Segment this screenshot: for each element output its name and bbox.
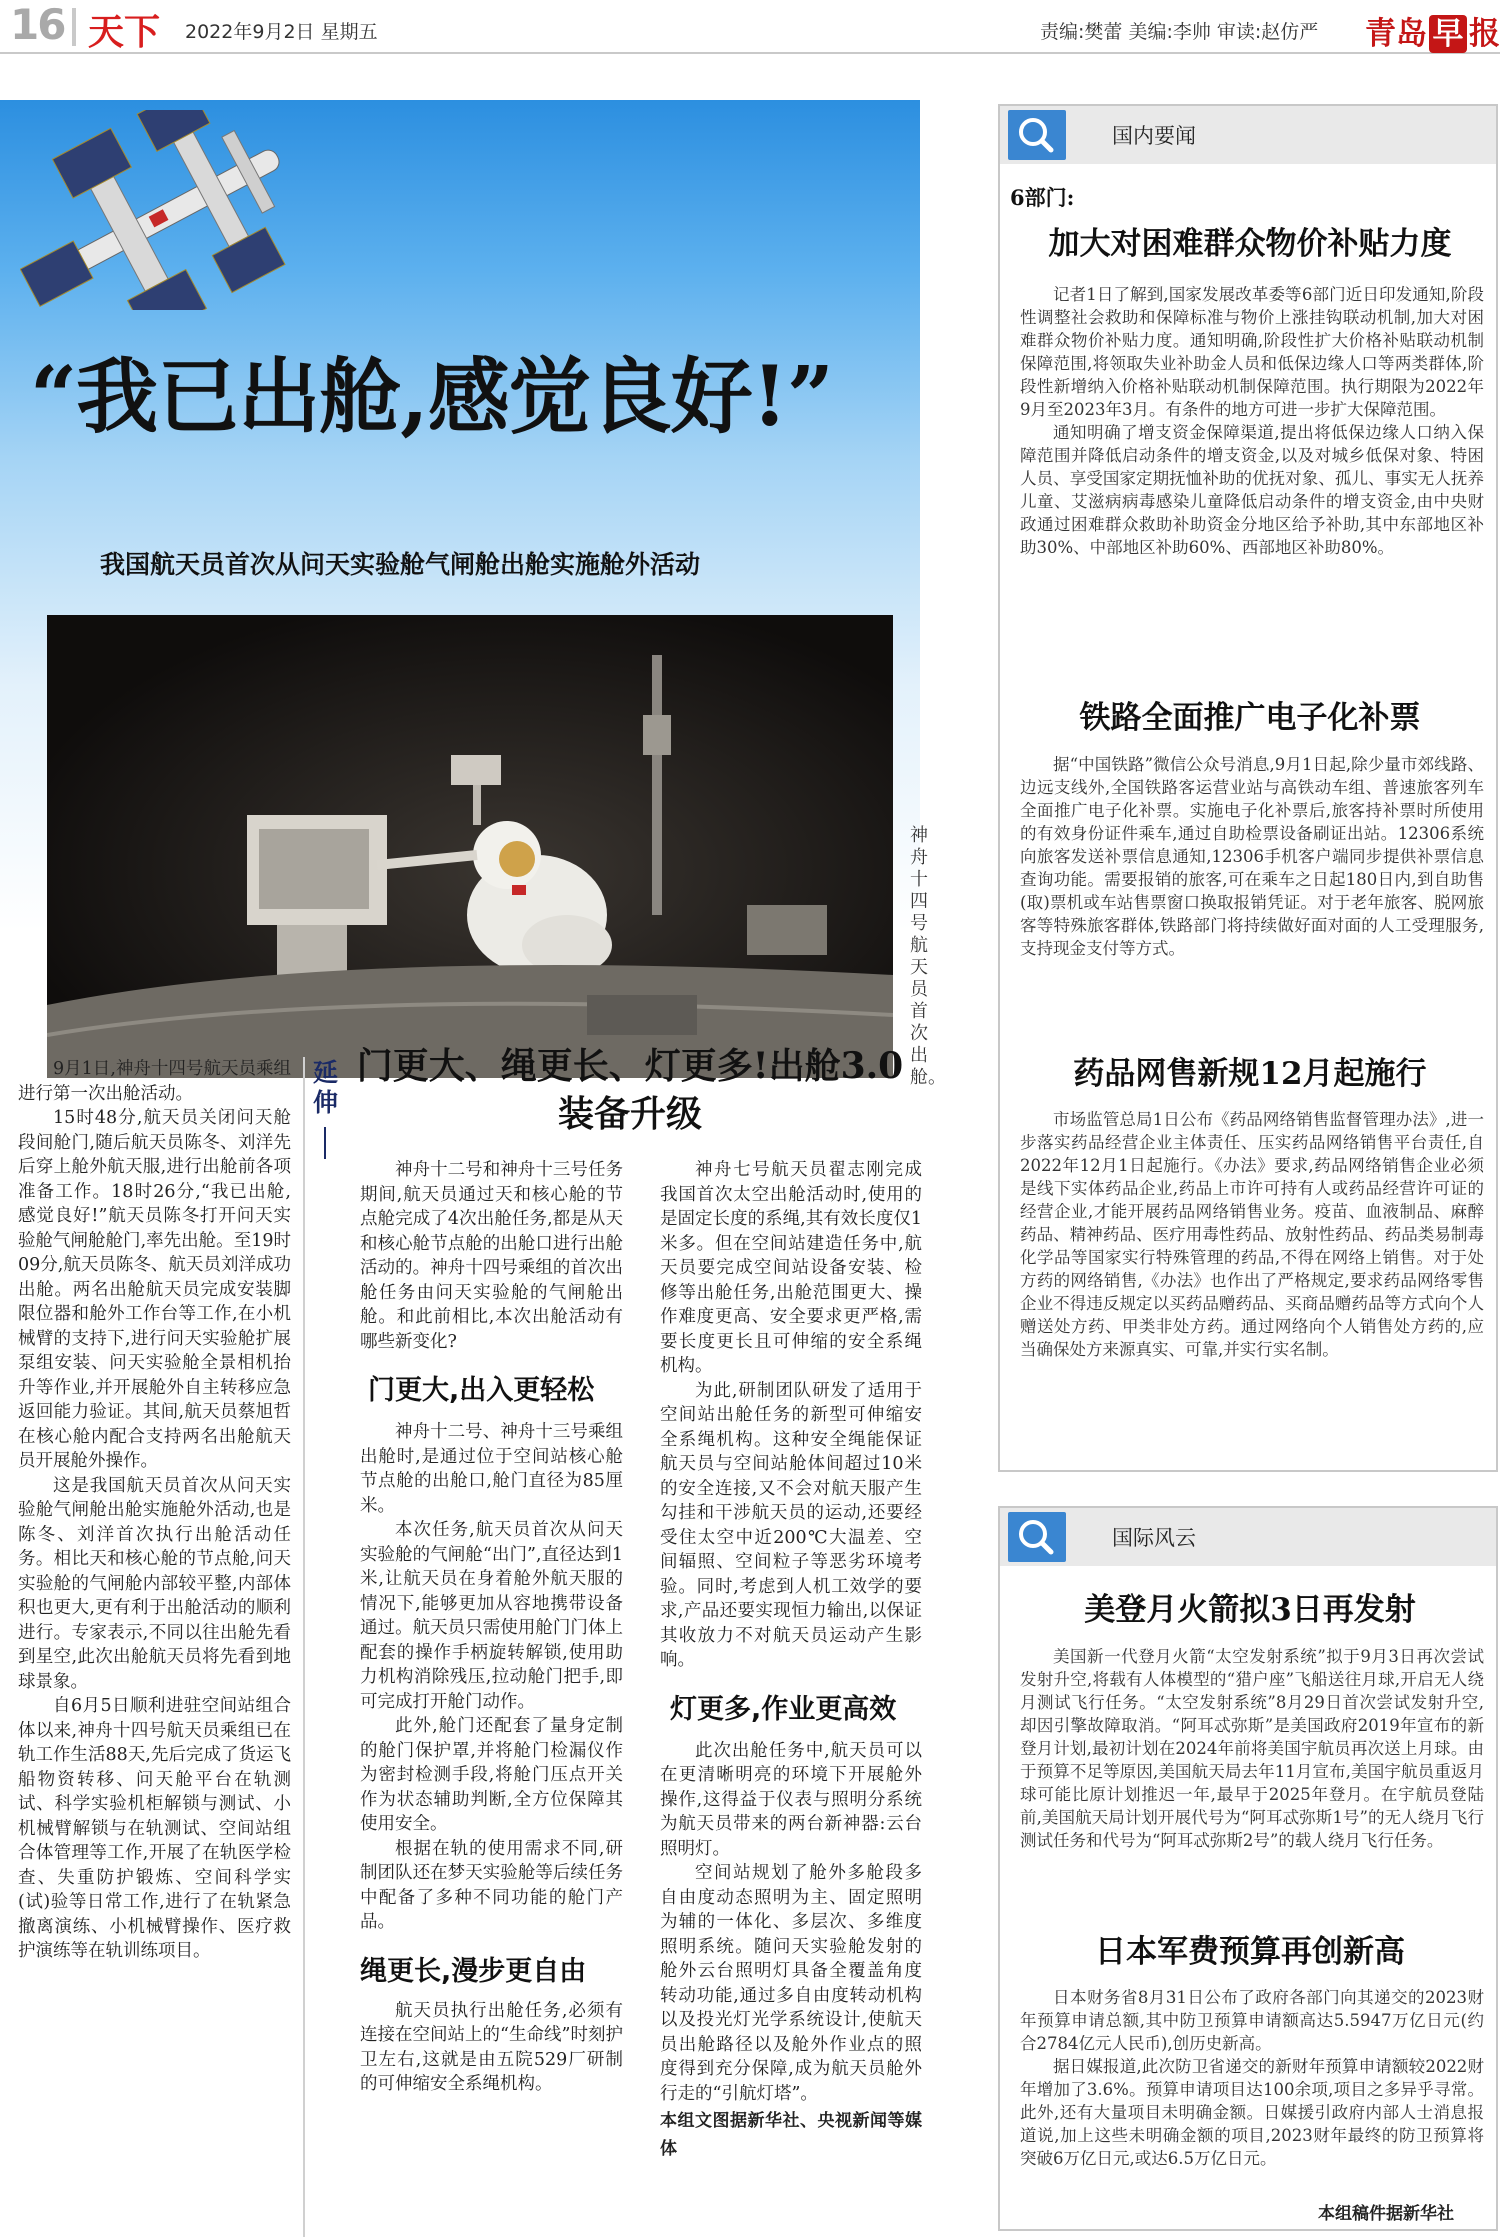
domestic-kicker: 6部门: bbox=[1010, 185, 1075, 210]
extension-tag-rule bbox=[324, 1127, 326, 1159]
extension-paragraph: 本次任务,航天员首次从问天实验舱的气闸舱“出门”,直径达到1米,让航天员在身着舱外航天服的情况下,能够更加从容地携带设备通过。航天员只需使用舱门门体上配套的操作手柄旋转解锁,使用助力机构消除残压,拉动舱门把手,即可完成打开舱门动作。 bbox=[360, 1520, 623, 1712]
headline: “我已出舱,感觉良好!” bbox=[30, 349, 833, 445]
international-box-header bbox=[1000, 1508, 1496, 1566]
news-paragraph: 美国新一代登月火箭“太空发射系统”拟于9月3日再次尝试发射升空,将载有人体模型的“猎户座”飞船送往月球,开启无人绕月测试飞行任务。“太空发射系统”8月29日首次尝试发射升空,却因引擎故障取消。“阿耳忒弥斯”是美国政府2019年宣布的新登月计划,最初计划在2024年前将美国宇航员再次送上月球。由于预算不足等原因,美国航天局去年11月宣布,美国宇航员重返月球可能比原计划推迟一年,最早于2025年登月。在宇航员登陆前,美国航天局计划开展代号为“阿耳忒弥斯1号”的无人绕月飞行测试任务和代号为“阿耳忒弥斯2号”的载人绕月飞行任务。 bbox=[1020, 1647, 1484, 1850]
logo-text-right: 报 bbox=[1469, 16, 1500, 52]
extension-paragraph: 为此,研制团队研发了适用于空间站出舱任务的新型可伸缩安全系绳机构。这种安全绳能保证航天员与空间站舱体间超过10米的安全连接,又不会对航天服产生勾挂和干涉航天员的运动,还要经受住太空中近200℃大温差、空间辐照、空间粒子等恶劣环境考验。同时,考虑到人机工效学的要求,产品还要实现恒力输出,以保证其收放力不对航天员运动产生影响。 bbox=[660, 1380, 922, 1670]
header-divider bbox=[72, 8, 76, 46]
extension-paragraph: 此次出舱任务中,航天员可以在更清晰明亮的环境下开展舱外操作,这得益于仪表与照明分系统为航天员带来的两台新神器:云台照明灯。 bbox=[660, 1740, 922, 1859]
domestic-item-title: 药品网售新规12月起施行 bbox=[1073, 1056, 1427, 1092]
logo-text-left: 青岛 bbox=[1365, 16, 1427, 52]
international-box-label: 国际风云 bbox=[1112, 1526, 1196, 1550]
international-credit: 本组稿件据新华社 bbox=[1318, 2204, 1454, 2224]
subhead-slot bbox=[660, 1673, 922, 1739]
subhead-slot bbox=[360, 1935, 623, 1999]
news-paragraph: 记者1日了解到,国家发展改革委等6部门近日印发通知,阶段性调整社会救助和保障标准与物价上涨挂钩联动机制,加大对困难群众物价补贴力度。通知明确,阶段性扩大价格补贴联动机制保障范围,将领取失业补助金人员和低保边缘人口等两类群体,阶段性新增纳入价格补贴联动机制保障范围。执行期限为2022年9月至2023年3月。有条件的地方可进一步扩大保障范围。 bbox=[1020, 285, 1484, 419]
international-item-body bbox=[1020, 1986, 1484, 2170]
domestic-item-body bbox=[1020, 1108, 1484, 1361]
domestic-box-label: 国内要闻 bbox=[1112, 124, 1196, 148]
subheadline: 我国航天员首次从问天实验舱气闸舱出舱实施舱外活动 bbox=[100, 550, 701, 579]
international-item-title: 美登月火箭拟3日再发射 bbox=[1084, 1592, 1416, 1628]
main-paragraph: 9月1日,神舟十四号航天员乘组进行第一次出舱活动。 bbox=[18, 1059, 291, 1104]
news-paragraph: 市场监管总局1日公布《药品网络销售监督管理办法》,进一步落实药品经营企业主体责任、压实药品网络销售平台责任,自2022年12月1日起施行。《办法》要求,药品网络销售企业必须是线下实体药品企业,药品上市许可持有人或药品经营许可证的经营企业,才能开展药品网络销售业务。疫苗、血液制品、麻醉药品、精神药品、医疗用毒性药品、放射性药品、药品类易制毒化学品等国家实行特殊管理的药品,不得在网络上销售。对于处方药的网络销售,《办法》也作出了严格规定,要求药品网络零售企业不得违反规定以买药品赠药品、买商品赠药品等方式向个人赠送处方药、甲类非处方药。通过网络向个人销售处方药的,应当确保处方来源真实、可靠,并实行实名制。 bbox=[1020, 1110, 1484, 1359]
international-item-title: 日本军费预算再创新高 bbox=[1095, 1934, 1405, 1970]
extension-paragraph: 空间站规划了舱外多舱段多自由度动态照明为主、固定照明为辅的一体化、多层次、多维度照明系统。随问天实验舱发射的舱外云台照明灯具备全覆盖角度转动功能,通过多自由度转动机构以及投光灯光学系统设计,使航天员出舱路径以及舱外作业点的照度得到充分保障,成为航天员舱外行走的“引航灯塔”。 bbox=[660, 1863, 922, 2104]
extension-paragraph: 根据在轨的使用需求不同,研制团队还在梦天实验舱等后续任务中配备了多种不同功能的舱门产品。 bbox=[360, 1838, 623, 1932]
extension-col-1 bbox=[360, 1158, 623, 2097]
domestic-item-body bbox=[1020, 753, 1484, 960]
extension-col-2 bbox=[660, 1158, 922, 2161]
editor-credits: 责编:樊蕾 美编:李帅 审读:赵仿严 bbox=[1040, 21, 1319, 43]
domestic-item-body bbox=[1020, 283, 1484, 559]
main-paragraph: 15时48分,航天员关闭问天舱段间舱门,随后航天员陈冬、刘洋先后穿上舱外航天服,进行出舱前各项准备工作。18时26分,“我已出舱,感觉良好!”航天员陈冬打开问天实验舱气闸舱舱门,率先出舱。至19时09分,航天员陈冬、航天员刘洋成功出舱。两名出舱航天员完成安装脚限位器和舱外工作台等工作,在小机械臂的支持下,进行问天实验舱扩展泵组安装、问天实验舱全景相机抬升等作业,并开展舱外自主转移应急返回能力验证。其间,航天员蔡旭哲在核心舱内配合支持两名出舱航天员开展舱外操作。 bbox=[18, 1108, 291, 1471]
subhead-slot bbox=[360, 1354, 623, 1420]
photo-caption: 神舟十四号航天员首次出舱。 bbox=[910, 825, 946, 1088]
international-item-body bbox=[1020, 1645, 1484, 1852]
column-divider bbox=[303, 1057, 305, 2237]
search-icon bbox=[1008, 1512, 1066, 1562]
logo-text-mid: 早 bbox=[1429, 15, 1467, 53]
extension-paragraph: 神舟十二号、神舟十三号乘组出舱时,是通过位于空间站核心舱节点舱的出舱口,舱门直径为85厘米。 bbox=[360, 1422, 623, 1516]
main-story bbox=[18, 1057, 291, 1964]
extension-paragraph: 神舟七号航天员翟志刚完成我国首次太空出舱活动时,使用的是固定长度的系绳,其有效长度仅1米多。但在空间站建造任务中,航天员要完成空间站设备安装、检修等出舱任务,出舱范围更大、操作难度更高、安全要求更严格,需要长度更长且可伸缩的安全系绳机构。 bbox=[660, 1160, 922, 1376]
subhead-door: 门更大,出入更轻松 bbox=[368, 1375, 595, 1406]
extension-paragraph: 此外,舱门还配套了量身定制的舱门保护罩,并将舱门检漏仪作为密封检测手段,将舱门压点开关作为状态辅助判断,全方位保障其使用安全。 bbox=[360, 1716, 623, 1834]
section-name: 天下 bbox=[88, 12, 161, 53]
extension-title: 门更大、绳更长、灯更多!出舱3.0装备升级 bbox=[356, 1045, 904, 1135]
subhead-lights: 灯更多,作业更高效 bbox=[670, 1693, 897, 1725]
main-paragraph: 自6月5日顺利进驻空间站组合体以来,神舟十四号航天员乘组已在轨工作生活88天,先后完成了货运飞船物资转移、问天舱平台在轨测试、科学实验机柜解锁与测试、小机械臂解锁与在轨测试、空间站组合体管理等工作,开展了在轨医学检查、失重防护锻炼、空间科学实(试)验等日常工作,进行了在轨紧急撤离演练、小机械臂操作、医疗救护演练等在轨训练项目。 bbox=[18, 1696, 291, 1961]
extension-tag: 延伸 bbox=[313, 1058, 339, 1117]
news-paragraph: 日本财务省8月31日公布了政府各部门向其递交的2023财年预算申请总额,其中防卫预算申请额高达5.5947万亿日元(约合2784亿元人民币),创历史新高。 bbox=[1020, 1988, 1484, 2053]
spacewalk-photo bbox=[47, 615, 893, 1078]
domestic-item-title: 加大对困难群众物价补贴力度 bbox=[1048, 226, 1452, 262]
domestic-box-header bbox=[1000, 106, 1496, 164]
page-header bbox=[0, 0, 1500, 54]
subhead-tether: 绳更长,漫步更自由 bbox=[360, 1955, 587, 1987]
search-icon bbox=[1008, 110, 1066, 160]
news-paragraph: 通知明确了增支资金保障渠道,提出将低保边缘人口纳入保障范围并降低启动条件的增支资金,以及对城乡低保对象、特困人员、享受国家定期抚恤补助的优抚对象、孤儿、事实无人抚养儿童、艾滋病病毒感染儿童降低启动条件的增支资金,由中央财政通过困难群众救助补助资金分地区给予补助,其中东部地区补助30%、中部地区补助60%、西部地区补助80%。 bbox=[1020, 423, 1484, 557]
newspaper-logo bbox=[1365, 8, 1500, 53]
extension-paragraph: 神舟十二号和神舟十三号任务期间,航天员通过天和核心舱的节点舱完成了4次出舱任务,都是从天和核心舱节点舱的出舱口进行出舱活动的。神舟十四号乘组的首次出舱任务由问天实验舱的气闸舱出舱。和此前相比,本次出舱活动有哪些新变化? bbox=[360, 1160, 623, 1352]
main-paragraph: 这是我国航天员首次从问天实验舱气闸舱出舱实施舱外活动,也是陈冬、刘洋首次执行出舱活动任务。相比天和核心舱的节点舱,问天实验舱的气闸舱内部较平整,内部体积也更大,更有利于出舱活动的顺利进行。专家表示,不同以往出舱先看到星空,此次出舱航天员将先看到地球景象。 bbox=[18, 1475, 291, 1692]
issue-date: 2022年9月2日 星期五 bbox=[185, 21, 378, 43]
space-station-icon bbox=[20, 110, 320, 310]
page-number: 16 bbox=[10, 0, 65, 49]
news-paragraph: 据日媒报道,此次防卫省递交的新财年预算申请额较2022财年增加了3.6%。预算申请项目达100余项,项目之多异乎寻常。此外,还有大量项目未明确金额。日媒援引政府内部人士消息报道说,加上这些未明确金额的项目,2023财年最终的防卫预算将突破6万亿日元,或达6.5万亿日元。 bbox=[1020, 2057, 1484, 2168]
domestic-item-title: 铁路全面推广电子化补票 bbox=[1079, 700, 1421, 736]
news-paragraph: 据“中国铁路”微信公众号消息,9月1日起,除少量市郊线路、边远支线外,全国铁路客运营业站与高铁动车组、普速旅客列车全面推广电子化补票。实施电子化补票后,旅客持补票时所使用的有效身份证件乘车,通过自助检票设备刷证出站。12306系统向旅客发送补票信息通知,12306手机客户端同步提供补票信息查询功能。需要报销的旅客,可在乘车之日起180日内,到自助售(取)票机或车站售票窗口换取报销凭证。对于老年旅客、脱网旅客等特殊旅客群体,铁路部门将持续做好面对面的人工受理服务,支持现金支付等方式。 bbox=[1020, 755, 1484, 958]
extension-paragraph: 航天员执行出舱任务,必须有连接在空间站上的“生命线”时刻护卫左右,这就是由五院529厂研制的可伸缩安全系绳机构。 bbox=[360, 2000, 623, 2094]
photo-credit: 本组文图据新华社、央视新闻等媒体 bbox=[660, 2111, 922, 2159]
